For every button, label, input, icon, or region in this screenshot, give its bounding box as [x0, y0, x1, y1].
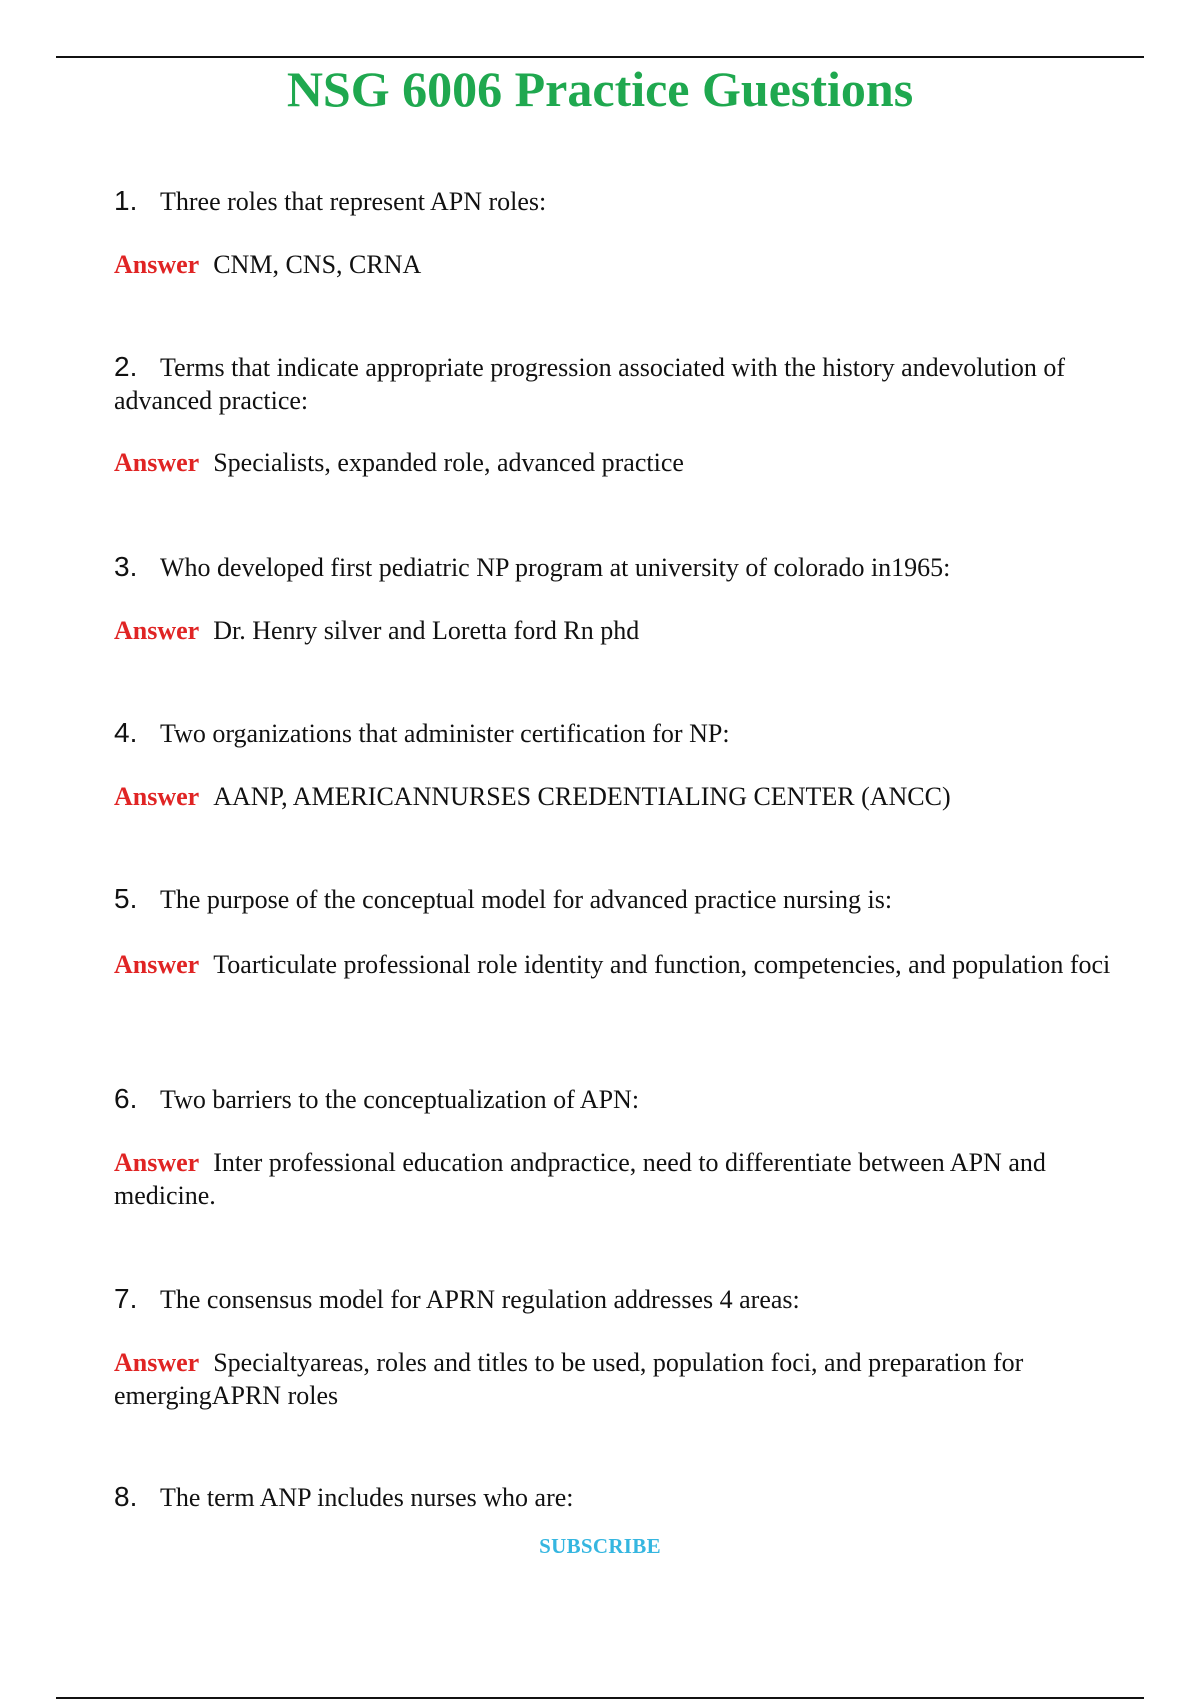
question-number: 2. — [114, 351, 138, 382]
answer-text: Specialtyareas, roles and titles to be used, population foci, and preparation for emergingAPRN roles — [114, 1348, 1024, 1410]
answer-4 — [114, 780, 1144, 813]
question-text: Three roles that represent APN roles: — [160, 187, 547, 216]
answer-label: Answer — [114, 1148, 200, 1177]
answer-label: Answer — [114, 250, 200, 279]
question-1 — [114, 184, 1144, 218]
bottom-rule — [56, 1697, 1144, 1699]
answer-label: Answer — [114, 782, 200, 811]
question-item-3 — [114, 550, 1144, 645]
answer-2 — [114, 446, 1144, 479]
question-8 — [114, 1480, 1144, 1514]
question-7 — [114, 1282, 1144, 1316]
question-item-7 — [114, 1282, 1144, 1410]
question-number: 8. — [114, 1481, 138, 1512]
answer-text: Dr. Henry silver and Loretta ford Rn phd — [213, 616, 640, 645]
answer-7 — [114, 1346, 1144, 1412]
answer-3 — [114, 614, 1144, 647]
question-text: Terms that indicate appropriate progression associated with the history andevolution of advanced practice: — [114, 353, 1066, 415]
question-number: 1. — [114, 185, 138, 216]
question-item-6 — [114, 1082, 1144, 1210]
question-number: 5. — [114, 883, 138, 914]
question-5 — [114, 882, 1144, 916]
question-text: The consensus model for APRN regulation addresses 4 areas: — [160, 1285, 800, 1314]
answer-6 — [114, 1146, 1144, 1212]
subscribe-link[interactable]: SUBSCRIBE — [539, 1534, 661, 1558]
question-number: 7. — [114, 1283, 138, 1314]
answer-1 — [114, 248, 1144, 281]
answer-text: Specialists, expanded role, advanced practice — [213, 448, 684, 477]
answer-5 — [114, 948, 1144, 981]
question-number: 4. — [114, 717, 138, 748]
question-text: The term ANP includes nurses who are: — [160, 1483, 574, 1512]
question-6 — [114, 1082, 1144, 1116]
answer-label: Answer — [114, 950, 200, 979]
question-text: Who developed first pediatric NP program at university of colorado in1965: — [160, 553, 951, 582]
question-2 — [114, 350, 1144, 417]
answer-text: Toarticulate professional role identity and function, competencies, and population foci — [213, 950, 1111, 979]
answer-label: Answer — [114, 616, 200, 645]
answer-label: Answer — [114, 448, 200, 477]
answer-text: CNM, CNS, CRNA — [213, 250, 422, 279]
answer-label: Answer — [114, 1348, 200, 1377]
question-4 — [114, 716, 1144, 750]
question-item-4 — [114, 716, 1144, 811]
question-text: The purpose of the conceptual model for advanced practice nursing is: — [160, 885, 893, 914]
question-text: Two barriers to the conceptualization of APN: — [160, 1085, 640, 1114]
question-item-2 — [114, 350, 1144, 477]
question-3 — [114, 550, 1144, 584]
answer-text: AANP, AMERICANNURSES CREDENTIALING CENTER (ANCC) — [213, 782, 951, 811]
question-number: 6. — [114, 1083, 138, 1114]
answer-text: Inter professional education andpractice, need to differentiate between APN and medicine. — [114, 1148, 1046, 1210]
question-number: 3. — [114, 551, 138, 582]
question-text: Two organizations that administer certification for NP: — [160, 719, 730, 748]
page-title: NSG 6006 Practice Guestions — [286, 61, 914, 117]
question-item-5 — [114, 882, 1144, 979]
question-item-8 — [114, 1480, 1144, 1514]
question-item-1 — [114, 184, 1144, 279]
